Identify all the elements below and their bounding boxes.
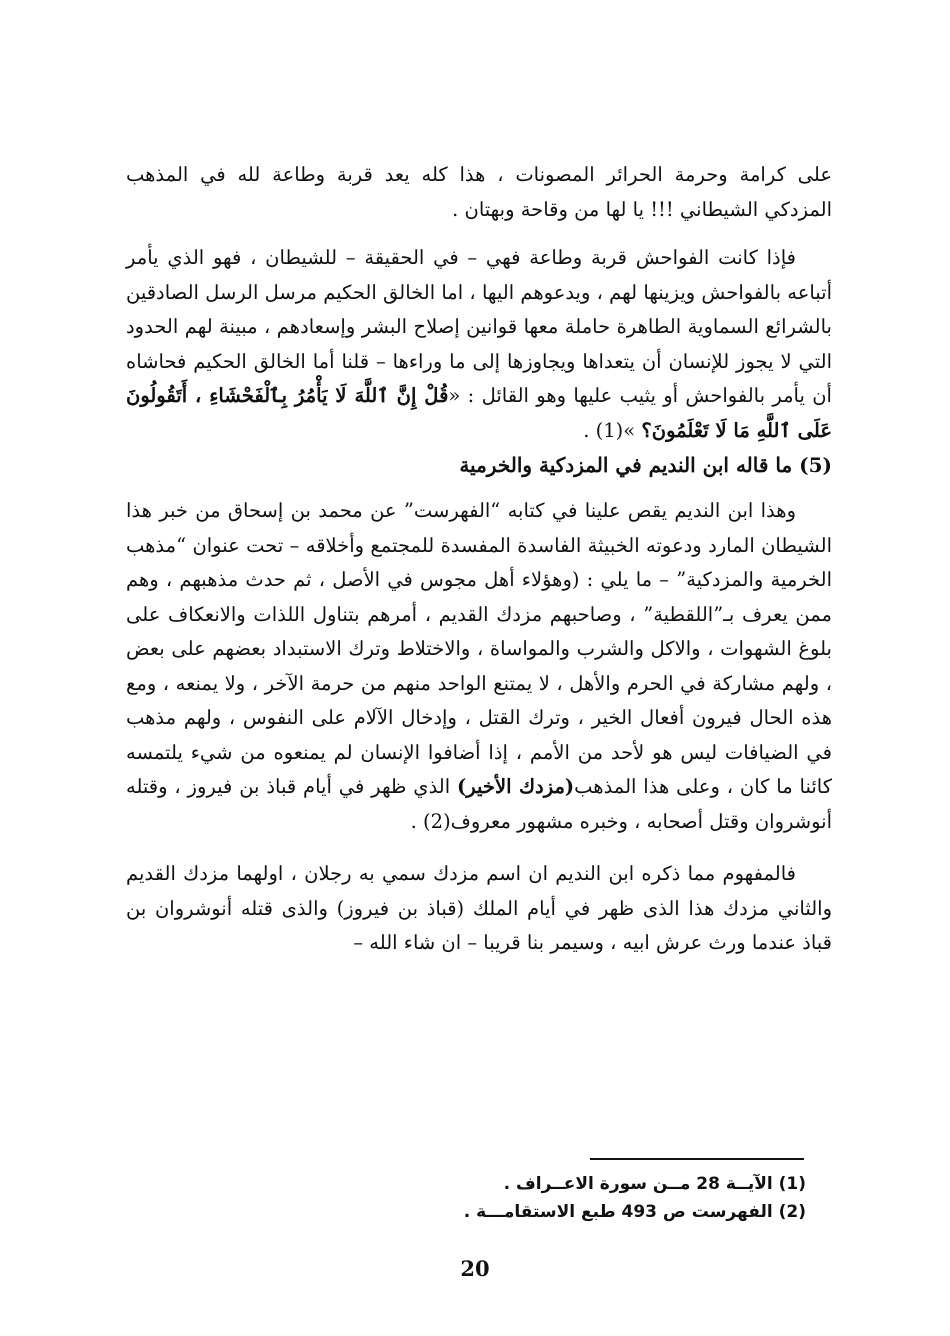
paragraph-2-end: »(1) . bbox=[583, 418, 642, 442]
paragraph-4-text: فالمفهوم مما ذكره ابن النديم ان اسم مزدك سمي به رجلان ، اولهما مزدك القديم والثاني مزدك هذا الذى ظهر في أيام الملك (قباذ بن فيروز) والذى قتله أنوشروان بن قباذ عندما ورث عرش ابيه ، وسيمر بنا قريبا – ان شاء الله – bbox=[126, 862, 832, 954]
footnote-1: (1) الآيــة 28 مــن سورة الاعــراف . bbox=[503, 1174, 806, 1194]
paragraph-1-text: على كرامة وحرمة الحرائر المصونات ، هذا كله يعد قربة وطاعة لله في المذهب المزدكي الشيطاني !!! يا لها من وقاحة وبهتان . bbox=[126, 163, 832, 221]
mazdak-last-bold: (مزدك الأخير) bbox=[457, 775, 575, 798]
paragraph-3-text: وهذا ابن النديم يقص علينا في كتابه “الفهرست” عن محمد بن إسحاق من خبر هذا الشيطان المارد ودعوته الخبيثة الفاسدة المفسدة للمجتمع وأخلاقه – تحت عنوان “مذهب الخرمية والمزدكية” – ما يلي : (وهؤلاء أهل مجوس في الأصل ، ثم حدث مذهبهم ، وهم ممن يعرف بـ”اللقطية” ، وصاحبهم مزدك القديم ، أمرهم بتناول اللذات والانعكاف على بلوغ الشهوات ، والاكل والشرب والمواساة ، والاختلاط وترك الاستبداد بعضهم على بعض ، ولهم مشاركة في الحرم والأهل ، لا يمتنع الواحد منهم من حرمة الآخر ، ولا يمنعه ، ومع هذه الحال فيرون أفعال الخير ، وترك القتل ، وإدخال الآلام على النفوس ، ولهم مذهب في الضيافات ليس هو لأحد من الأمم ، إذا أضافوا الإنسان لم يمنعوه من شيء يلتمسه كائنا ما كان ، وعلى هذا المذهب bbox=[126, 499, 832, 798]
paragraph-1 bbox=[126, 158, 832, 227]
footnote-2: (2) الفهرست ص 493 طبع الاستقامـــة . bbox=[463, 1202, 806, 1222]
paragraph-3-end: الذي ظهر في أيام قباذ بن فيروز ، وقتله أنوشروان وقتل أصحابه ، وخبره مشهور معروف(2) . bbox=[126, 775, 832, 833]
quran-verse: قُلْ إِنَّ ٱللَّهَ لَا يَأْمُرُ بِٱلْفَحْشَاءِ ، أَتَقُولُونَ عَلَى ٱللَّهِ مَا لَا تَعْلَمُونَ؟ bbox=[126, 384, 832, 442]
paragraph-2-text: فإذا كانت الفواحش قربة وطاعة فهي – في الحقيقة – للشيطان ، فهو الذي يأمر أتباعه بالفواحش ويزينها لهم ، ويدعوهم اليها ، اما الخالق الحكيم مرسل الرسل الصادقين بالشرائع السماوية الطاهرة حاملة معها قوانين إصلاح البشر وإسعادهم ، مبينة لهم الحدود التي لا يجوز للإنسان أن يتعداها ويجاوزها إلى ما وراءها – قلنا أما الخالق الحكيم فحاشاه أن يأمر بالفواحش أو يثيب عليها وهو القائل : « bbox=[126, 246, 832, 407]
section-heading: (5) ما قاله ابن النديم في المزدكية والخرمية bbox=[459, 453, 832, 477]
paragraph-2 bbox=[126, 241, 832, 448]
footnote-divider bbox=[590, 1158, 804, 1160]
page-number: 20 bbox=[460, 1256, 490, 1281]
body-text bbox=[126, 158, 832, 961]
paragraph-4 bbox=[126, 857, 832, 961]
footnotes bbox=[126, 1170, 806, 1226]
paragraph-3 bbox=[126, 494, 832, 839]
